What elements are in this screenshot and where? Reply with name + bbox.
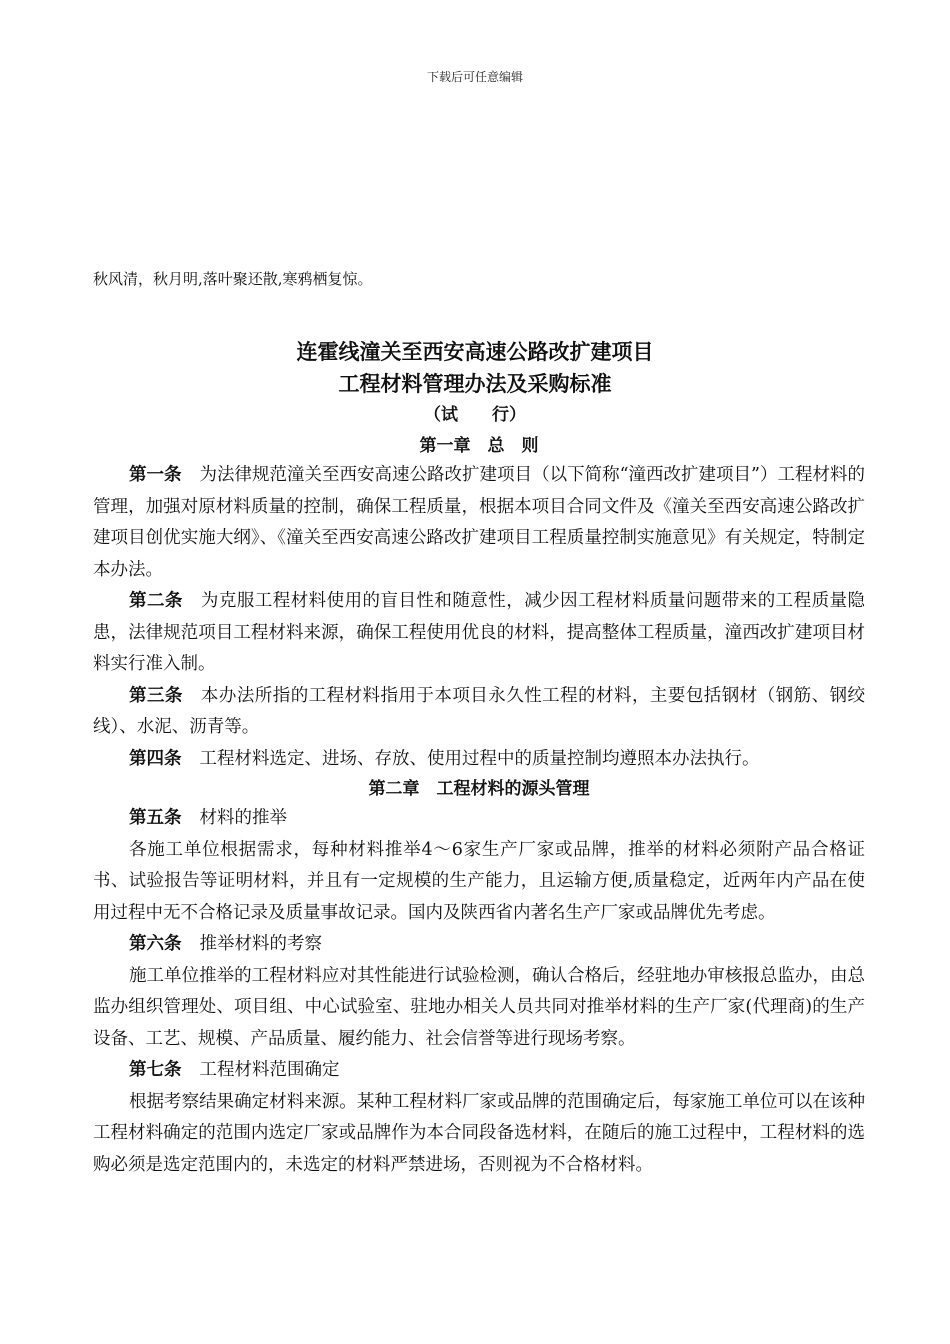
- article-1-text: 为法律规范潼关至西安高速公路改扩建项目（以下简称“潼西改扩建项目”）工程材料的管理，加强对原材料质量的控制，确保工程质量，根据本项目合同文件及《潼关至西安高速公路改扩建项目创优实施大纲》、《潼关至西安高速公路改扩建项目工程质量控制实施意见》有关规定，特制定本办法。: [93, 465, 866, 580]
- article-4-label: 第四条: [129, 748, 182, 769]
- article-6-title: 推举材料的考察: [199, 934, 322, 954]
- article-4-text: 工程材料选定、进场、存放、使用过程中的质量控制均遵照本办法执行。: [199, 748, 760, 769]
- article-3: [93, 681, 865, 744]
- article-2: [93, 586, 865, 681]
- document-title-line-1: 连霍线潼关至西安高速公路改扩建项目: [296, 340, 654, 364]
- article-3-label: 第三条: [129, 685, 183, 706]
- chapter-2-heading: 第二章 工程材料的源头管理: [368, 779, 590, 799]
- poem-line: 秋风清，秋月明,落叶聚还散,寒鸦栖复惊。: [93, 270, 373, 288]
- article-1: [93, 460, 865, 586]
- article-2-label: 第二条: [129, 591, 183, 611]
- article-6-label: 第六条: [129, 934, 182, 954]
- article-2-text: 为克服工程材料使用的盲目性和随意性，减少因工程材料质量问题带来的工程质量隐患，法律规范项目工程材料来源，确保工程使用优良的材料，提高整体工程质量，潼西改扩建项目材料实行准入制。: [93, 591, 866, 674]
- article-6-heading: [93, 929, 865, 961]
- document-trial-label: （试 行）: [424, 405, 526, 425]
- document-body: [93, 432, 865, 1181]
- page-header-note: 下载后可任意编辑: [426, 70, 523, 84]
- article-5-title: 材料的推举: [199, 808, 287, 828]
- article-3-text: 本办法所指的工程材料指用于本项目永久性工程的材料，主要包括钢材（钢筋、钢绞线）、水泥、沥青等。: [93, 685, 866, 737]
- article-4: [93, 744, 865, 776]
- article-7-label: 第七条: [129, 1060, 182, 1080]
- chapter-1-heading: 第一章 总 则: [419, 436, 539, 456]
- article-5-heading: [93, 803, 865, 835]
- article-5-label: 第五条: [129, 808, 182, 828]
- article-6-text: 施工单位推举的工程材料应对其性能进行试验检测，确认合格后，经驻地办审核报总监办，由总监办组织管理处、项目组、中心试验室、驻地办相关人员共同对推举材料的生产厂家(代理商)的生产设备、工艺、规模、产品质量、履约能力、社会信誉等进行现场考察。: [93, 965, 865, 1049]
- article-5-text: 各施工单位根据需求，每种材料推举4～6家生产厂家或品牌，推举的材料必须附产品合格证书、试验报告等证明材料，并且有一定规模的生产能力，且运输方便,质量稳定，近两年内产品在使用过程中无不合格记录及质量事故记录。国内及陕西省内著名生产厂家或品牌优先考虑。: [93, 839, 865, 923]
- article-1-label: 第一条: [129, 465, 182, 485]
- article-7-text: 根据考察结果确定材料来源。某种工程材料厂家或品牌的范围确定后，每家施工单位可以在该种工程材料确定的范围内选定厂家或品牌作为本合同段备选材料，在随后的施工过程中，工程材料的选购必须是选定范围内的，未选定的材料严禁进场，否则视为不合格材料。: [93, 1091, 865, 1175]
- article-7-heading: [93, 1055, 865, 1087]
- document-title-line-2: 工程材料管理办法及采购标准: [338, 372, 612, 396]
- article-7-title: 工程材料范围确定: [199, 1060, 340, 1080]
- document-title-block: [0, 336, 950, 430]
